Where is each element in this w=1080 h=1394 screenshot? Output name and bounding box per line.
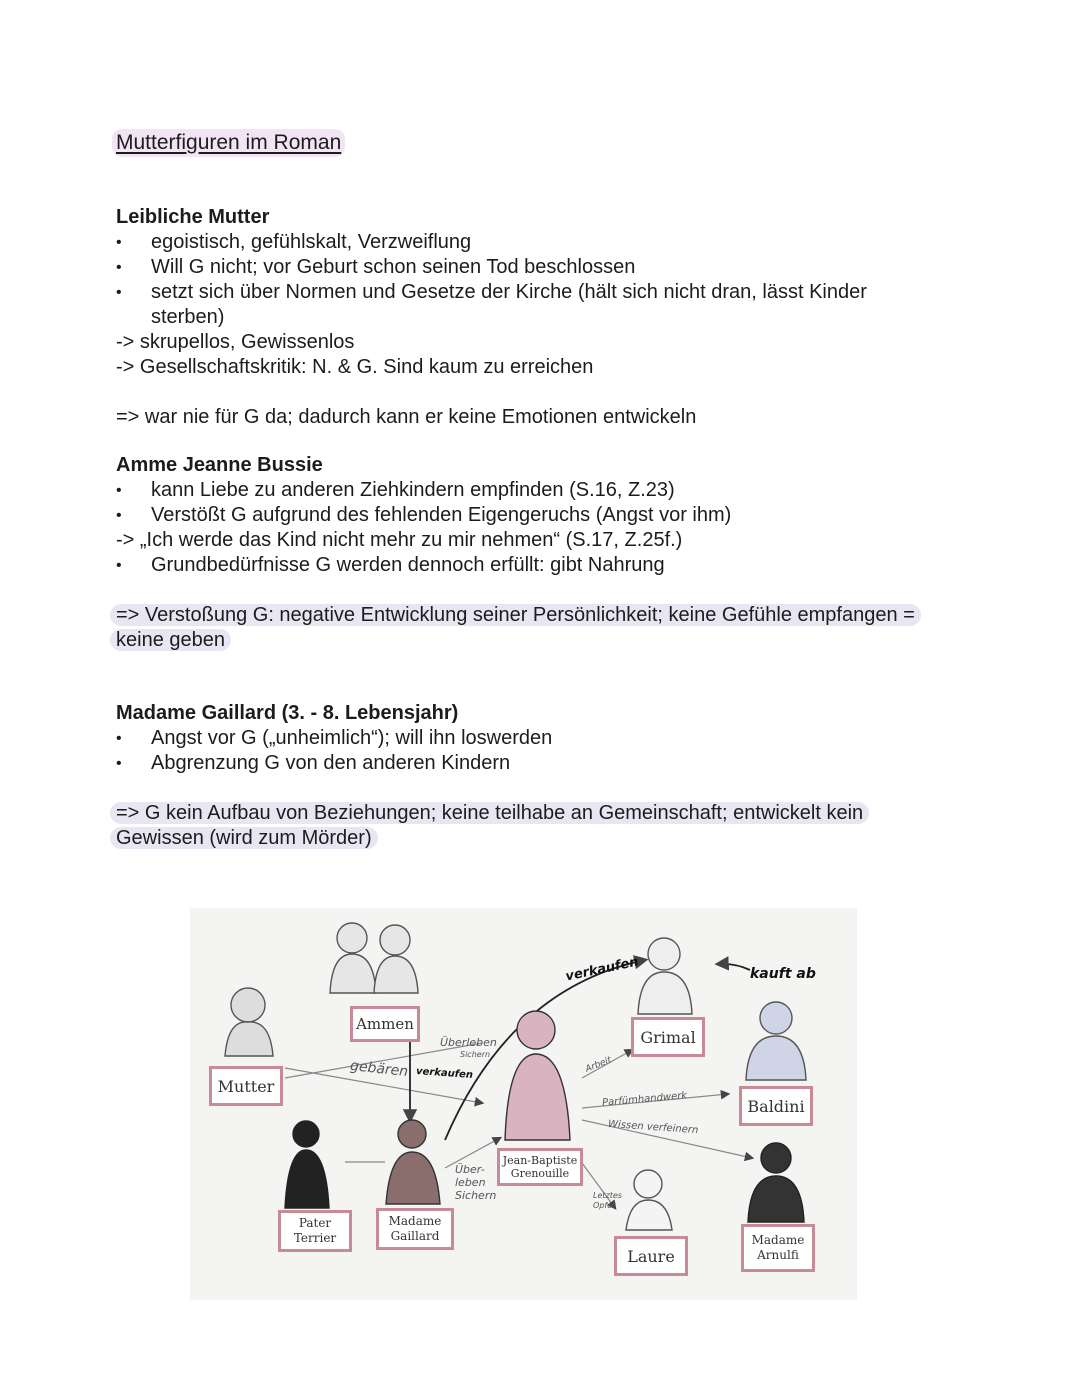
figure-laure bbox=[626, 1170, 672, 1230]
node-label: Madame bbox=[751, 1233, 805, 1247]
node-label: Gaillard bbox=[390, 1229, 440, 1243]
node-label: Pater bbox=[298, 1216, 332, 1230]
bullet-item: • kann Liebe zu anderen Ziehkindern empfinden (S.16, Z.23) bbox=[116, 478, 976, 503]
label-part: Letztes bbox=[593, 1191, 622, 1200]
label-parfuemhandwerk: Parfümhandwerk bbox=[601, 1090, 688, 1109]
section-amme bbox=[116, 453, 976, 653]
label-ueberleben: Überleben bbox=[440, 1036, 497, 1049]
node-pater-terrier bbox=[278, 1210, 352, 1252]
label-part: leben bbox=[455, 1176, 486, 1189]
section-summary: => war nie für G da; dadurch kann er keine Emotionen entwickeln bbox=[116, 406, 697, 428]
bullet-item: • setzt sich über Normen und Gesetze der Kirche (hält sich nicht dran, lässt Kinder sterben) bbox=[116, 280, 941, 330]
section-leibliche-mutter bbox=[116, 205, 976, 430]
bullet-item: • Angst vor G („unheimlich“); will ihn loswerden bbox=[116, 726, 976, 751]
highlighted-summary: => Verstoßung G: negative Entwicklung seiner Persönlichkeit; keine Gefühle empfangen = keine geben bbox=[110, 604, 921, 651]
figure-grimal bbox=[638, 938, 692, 1014]
character-diagram bbox=[190, 908, 857, 1300]
label-letztes-opfer bbox=[593, 1191, 622, 1211]
section-heading: Amme Jeanne Bussie bbox=[116, 454, 323, 476]
label-verkaufen: verkaufen bbox=[415, 1066, 474, 1081]
node-jean-baptiste-grenouille bbox=[497, 1148, 583, 1186]
bullet-item: • egoistisch, gefühlskalt, Verzweiflung bbox=[116, 230, 976, 255]
bullet-item: • Grundbedürfnisse G werden dennoch erfüllt: gibt Nahrung bbox=[116, 553, 976, 578]
section-heading: Madame Gaillard (3. - 8. Lebensjahr) bbox=[116, 702, 459, 724]
section-heading: Leibliche Mutter bbox=[116, 206, 270, 228]
node-baldini: Baldini bbox=[739, 1086, 813, 1126]
node-ammen: Ammen bbox=[350, 1006, 420, 1042]
page-title: Mutterfiguren im Roman bbox=[112, 129, 345, 157]
arrow-kauft-ab bbox=[718, 964, 750, 970]
label-arbeit: Arbeit bbox=[584, 1055, 614, 1075]
label-verkaufen-grimal: verkaufen bbox=[564, 954, 640, 985]
bullet-item: • Will G nicht; vor Geburt schon seinen Tod beschlossen bbox=[116, 255, 976, 280]
bullet-item: • Abgrenzung G von den anderen Kindern bbox=[116, 751, 976, 776]
label-part: Über- bbox=[455, 1163, 485, 1176]
label-kauft-ab: kauft ab bbox=[750, 966, 816, 982]
node-madame-arnulfi bbox=[741, 1224, 815, 1272]
label-part: Sichern bbox=[455, 1189, 497, 1202]
figure-baldini bbox=[746, 1002, 806, 1080]
node-label: Jean-Baptiste bbox=[502, 1154, 578, 1167]
node-grimal: Grimal bbox=[631, 1017, 705, 1057]
section-gaillard bbox=[116, 701, 976, 851]
label-wissen-verfeinern: Wissen verfeinern bbox=[607, 1118, 699, 1137]
figure-terrier bbox=[285, 1121, 329, 1208]
figure-mutter bbox=[225, 988, 273, 1056]
node-label: Arnulfi bbox=[757, 1248, 799, 1262]
node-laure: Laure bbox=[614, 1236, 688, 1276]
figure-ammen bbox=[330, 923, 418, 993]
highlighted-summary: => G kein Aufbau von Beziehungen; keine teilhabe an Gemeinschaft; entwickelt kein Gewissen (wird zum Mörder) bbox=[110, 802, 869, 849]
label-gebaeren: gebären bbox=[349, 1058, 409, 1080]
bullet-item: • Verstößt G aufgrund des fehlenden Eigengeruchs (Angst vor ihm) bbox=[116, 503, 976, 528]
node-label: Grenouille bbox=[510, 1167, 570, 1180]
node-label: Madame bbox=[388, 1214, 442, 1228]
figure-arnulfi bbox=[748, 1143, 804, 1222]
label-ueber-leben-sichern bbox=[455, 1163, 496, 1202]
node-label: Terrier bbox=[293, 1231, 337, 1245]
figure-gaillard bbox=[386, 1120, 440, 1204]
node-mutter: Mutter bbox=[209, 1066, 283, 1106]
label-part: Opfer bbox=[593, 1201, 616, 1210]
section-summary bbox=[116, 603, 956, 653]
arrow-item: -> „Ich werde das Kind nicht mehr zu mir nehmen“ (S.17, Z.25f.) bbox=[116, 529, 683, 551]
node-madame-gaillard bbox=[376, 1208, 454, 1250]
label-sichern: Sichern bbox=[460, 1050, 491, 1059]
arrow-item: -> Gesellschaftskritik: N. & G. Sind kaum zu erreichen bbox=[116, 356, 594, 378]
section-summary bbox=[116, 801, 916, 851]
arrow-item: -> skrupellos, Gewissenlos bbox=[116, 331, 355, 353]
